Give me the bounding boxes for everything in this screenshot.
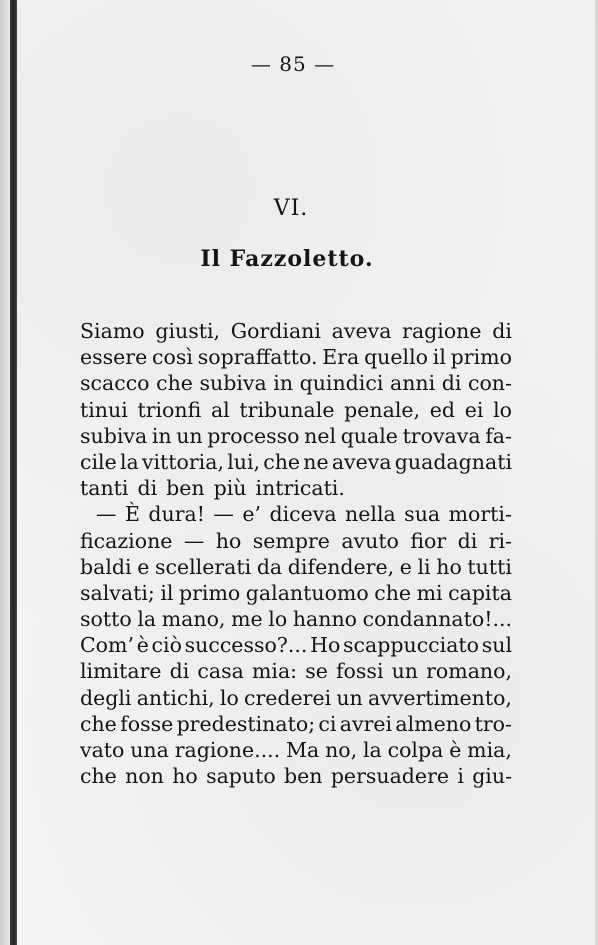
text-word: ei bbox=[464, 397, 484, 422]
text-word: più bbox=[213, 476, 247, 501]
text-word: quello bbox=[364, 345, 428, 370]
text-word: avvertimento, bbox=[367, 685, 512, 710]
text-line bbox=[80, 528, 512, 554]
text-word: — bbox=[213, 502, 234, 527]
text-word: mia, bbox=[467, 738, 512, 762]
text-word: ragione bbox=[402, 319, 482, 343]
text-word: tro- bbox=[474, 711, 512, 736]
text-word: mia: bbox=[251, 659, 298, 684]
text-word: di bbox=[492, 319, 512, 343]
text-word: sotto bbox=[80, 607, 132, 632]
text-word: una bbox=[130, 738, 169, 762]
text-word: diceva bbox=[269, 502, 337, 527]
text-word: lo bbox=[219, 685, 239, 710]
text-word: Ma bbox=[286, 738, 320, 762]
text-word: — bbox=[183, 528, 205, 553]
text-word: è bbox=[449, 738, 462, 762]
text-word: sempre bbox=[252, 528, 330, 553]
text-word: giusti, bbox=[155, 319, 221, 343]
text-word: ci bbox=[318, 711, 337, 736]
text-word: primo bbox=[179, 580, 241, 605]
text-word: condannato!... bbox=[362, 607, 512, 632]
text-word: subiva bbox=[80, 423, 148, 448]
text-word: persuadere bbox=[330, 764, 449, 789]
text-word: ri- bbox=[488, 528, 512, 553]
text-line bbox=[80, 423, 512, 449]
text-word: Ho bbox=[310, 633, 341, 658]
text-word: ficazione bbox=[80, 528, 173, 553]
text-word: penale, bbox=[344, 397, 421, 422]
text-line bbox=[80, 370, 512, 396]
text-word: ben bbox=[284, 764, 323, 789]
text-word: intricati. bbox=[255, 476, 345, 501]
text-word: sopraffatto. bbox=[197, 345, 318, 370]
text-word: degli bbox=[80, 685, 132, 710]
text-word: da bbox=[256, 554, 283, 579]
text-word: di bbox=[441, 371, 462, 396]
text-word: processo bbox=[207, 423, 300, 448]
text-word: tinui bbox=[80, 397, 128, 422]
text-line bbox=[80, 580, 512, 606]
text-word: antichi, bbox=[136, 685, 215, 710]
text-word: tanti bbox=[80, 476, 129, 501]
text-line bbox=[80, 449, 512, 475]
text-word: quale bbox=[340, 423, 398, 448]
text-word: Era bbox=[322, 345, 360, 370]
text-word: e’ bbox=[242, 502, 262, 527]
text-line bbox=[80, 344, 512, 370]
text-word: e bbox=[399, 554, 412, 579]
text-word: primo bbox=[450, 345, 512, 370]
text-word: trovava bbox=[402, 423, 481, 448]
text-word: ben bbox=[166, 476, 205, 501]
body-text bbox=[80, 318, 512, 789]
text-word: Com’ bbox=[80, 633, 134, 658]
text-line bbox=[80, 763, 512, 789]
text-word: tribunale bbox=[239, 397, 335, 422]
text-word: colpa bbox=[387, 738, 444, 762]
text-word: limitare bbox=[80, 659, 162, 684]
text-line bbox=[80, 737, 512, 763]
text-line bbox=[80, 318, 512, 344]
text-word: al bbox=[210, 397, 230, 422]
text-word: con- bbox=[467, 371, 512, 396]
text-word: almeno bbox=[395, 711, 472, 736]
text-word: è bbox=[136, 633, 149, 658]
text-word: cile bbox=[80, 449, 117, 474]
text-word: la bbox=[362, 738, 382, 762]
chapter-number: VI. bbox=[273, 196, 309, 221]
text-word: no, bbox=[325, 738, 358, 762]
text-word: ciò bbox=[151, 633, 182, 658]
text-word: nel bbox=[304, 423, 337, 448]
text-line bbox=[80, 397, 512, 423]
text-word: galantuomo bbox=[245, 580, 369, 605]
text-line bbox=[80, 632, 512, 658]
text-word: sua bbox=[404, 502, 441, 527]
text-word: Siamo bbox=[80, 319, 145, 343]
text-word: e bbox=[137, 554, 150, 579]
text-line bbox=[80, 501, 512, 527]
text-line bbox=[80, 658, 512, 684]
text-word: casa bbox=[197, 659, 244, 684]
text-word: avrei bbox=[339, 711, 393, 736]
text-word: la bbox=[119, 449, 139, 474]
text-word: È bbox=[124, 502, 140, 527]
text-word: non bbox=[125, 764, 164, 789]
text-word: se bbox=[305, 659, 328, 684]
text-word: guadagnati bbox=[394, 449, 512, 474]
text-word: sul bbox=[481, 633, 512, 658]
text-word: lo bbox=[493, 397, 512, 422]
text-word: che bbox=[156, 371, 193, 396]
text-word: mi bbox=[416, 580, 443, 605]
text-word: li bbox=[417, 554, 431, 579]
text-word: aveva bbox=[331, 319, 392, 343]
page-number: — 85 — bbox=[250, 52, 336, 76]
text-word: predestinato; bbox=[176, 711, 316, 736]
text-word: ho bbox=[172, 764, 198, 789]
text-word: scacco bbox=[80, 371, 150, 396]
text-word: fior bbox=[410, 528, 447, 553]
text-word: crederei bbox=[244, 685, 332, 710]
text-word: scellerati bbox=[154, 554, 252, 579]
text-word: mano, bbox=[161, 607, 226, 632]
text-word: che bbox=[80, 764, 117, 789]
text-word: baldi bbox=[80, 554, 132, 579]
text-word: difendere, bbox=[287, 554, 395, 579]
text-word: — bbox=[96, 502, 117, 527]
text-word: in bbox=[273, 371, 294, 396]
text-word: romano, bbox=[426, 659, 512, 684]
text-word: ho bbox=[436, 554, 462, 579]
text-word: il bbox=[160, 580, 174, 605]
text-word: un bbox=[176, 423, 203, 448]
text-word: capita bbox=[448, 580, 512, 605]
text-word: salvati; bbox=[80, 580, 155, 605]
text-word: in bbox=[151, 423, 172, 448]
text-word: avuto bbox=[341, 528, 399, 553]
text-word: successo?... bbox=[184, 633, 308, 658]
text-word: che bbox=[374, 580, 412, 605]
text-word: così bbox=[152, 345, 193, 370]
text-word: essere bbox=[80, 345, 148, 370]
text-word: un bbox=[391, 659, 419, 684]
text-word: fa- bbox=[485, 423, 512, 448]
text-word: fosse bbox=[120, 711, 174, 736]
text-word: morti- bbox=[448, 502, 512, 527]
text-word: vato bbox=[80, 738, 125, 762]
text-word: che bbox=[263, 449, 301, 474]
text-line bbox=[80, 475, 512, 501]
text-word: i bbox=[457, 764, 464, 789]
book-spine-edge bbox=[10, 0, 17, 945]
text-line bbox=[80, 711, 512, 737]
text-word: hanno bbox=[292, 607, 357, 632]
text-word: dura! bbox=[148, 502, 205, 527]
text-line bbox=[80, 685, 512, 711]
text-word: Gordiani bbox=[230, 319, 321, 343]
text-word: il bbox=[432, 345, 446, 370]
text-word: saputo bbox=[206, 764, 276, 789]
text-line bbox=[80, 606, 512, 632]
text-word: di bbox=[137, 476, 158, 501]
text-word: ragione.... bbox=[174, 738, 281, 762]
text-word: nella bbox=[345, 502, 396, 527]
text-word: anni bbox=[389, 371, 436, 396]
chapter-title: Il Fazzoletto. bbox=[200, 246, 374, 272]
text-word: ho bbox=[215, 528, 242, 553]
text-word: tutti bbox=[467, 554, 512, 579]
text-word: giu- bbox=[472, 764, 512, 789]
text-word: fossi bbox=[335, 659, 384, 684]
text-word: trionfi bbox=[137, 397, 202, 422]
text-line bbox=[80, 554, 512, 580]
text-word: me bbox=[231, 607, 263, 632]
text-word: ed bbox=[429, 397, 455, 422]
text-word: un bbox=[336, 685, 363, 710]
text-word: ne bbox=[303, 449, 329, 474]
text-word: vittoria, bbox=[141, 449, 224, 474]
text-word: lo bbox=[268, 607, 288, 632]
text-word: di bbox=[169, 659, 190, 684]
text-word: scappucciato bbox=[343, 633, 480, 658]
text-word: aveva bbox=[331, 449, 392, 474]
text-word: di bbox=[457, 528, 478, 553]
text-word: subiva bbox=[199, 371, 267, 396]
text-word: la bbox=[137, 607, 157, 632]
text-word: che bbox=[80, 711, 117, 736]
text-word: lui, bbox=[227, 449, 261, 474]
page-gutter bbox=[0, 0, 10, 945]
text-word: quindici bbox=[299, 371, 384, 396]
